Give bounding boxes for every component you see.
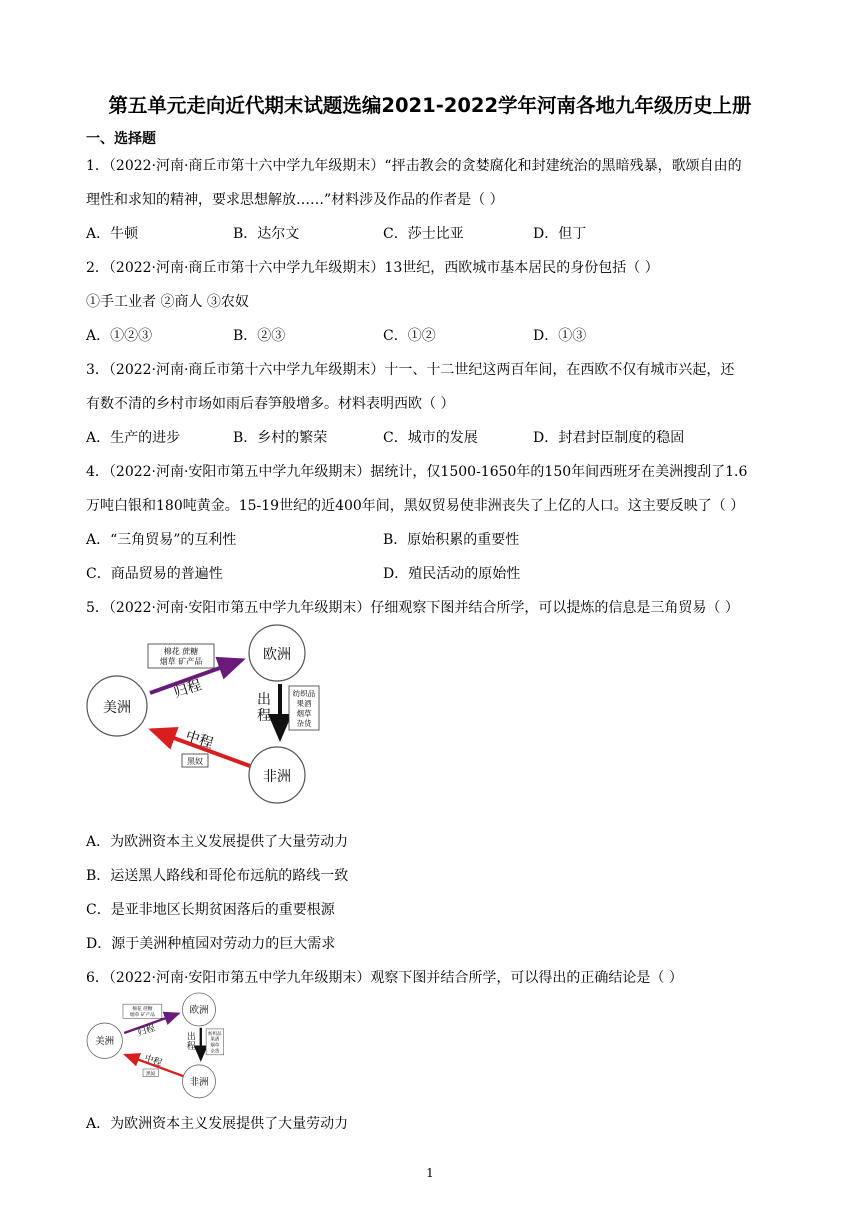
goods-to-africa-1: 纺织品 [208,1031,222,1037]
q1-option-d: D．但丁 [533,226,587,242]
q4-option-c: C．商品贸易的普遍性 [86,566,223,582]
americas-label: 美洲 [95,1036,115,1048]
q5-option-b: B．运送黑人路线和哥伦布远航的路线一致 [86,868,349,884]
middle-leg-label: 中程 [143,1053,164,1069]
triangular-trade-diagram-small [86,990,246,1102]
document-title: 第五单元走向近代期末试题选编2021-2022学年河南各地九年级历史上册 [108,94,752,117]
q3-option-d: D．封君封臣制度的稳固 [533,430,685,446]
q3-option-a: A．生产的进步 [86,430,181,446]
q3-option-c: C．城市的发展 [383,430,478,446]
q3-stem-line2: 有数不清的乡村市场如雨后春笋般增多。材料表明西欧（ ） [86,396,455,412]
q4-option-a: A．“三角贸易”的互利性 [86,532,237,548]
goods-to-africa-1: 纺织品 [292,689,316,698]
q1-stem-line1: 1．（2022·河南·商丘市第十六中学九年级期末）“抨击教会的贪婪腐化和封建统治的黑暗残暴，歌颂自由的 [86,158,742,174]
q4-option-b: B．原始积累的重要性 [383,532,520,548]
q6-option-a: A．为欧洲资本主义发展提供了大量劳动力 [86,1116,349,1132]
return-leg-label: 归程 [136,1023,157,1039]
q1-option-c: C．莎士比亚 [383,226,464,242]
q3-option-b: B．乡村的繁荣 [233,430,328,446]
americas-label: 美洲 [103,700,131,716]
goods-to-africa-2: 果酒 [210,1037,220,1043]
cargo-middle-label: 黑奴 [145,1071,156,1077]
goods-to-africa-4: 杂货 [296,719,312,728]
q4-option-d: D．殖民活动的原始性 [383,566,521,582]
middle-leg-label: 中程 [183,728,216,753]
section-heading: 一、选择题 [86,131,156,147]
cargo-middle-label: 黑奴 [187,757,203,766]
q5-option-a: A．为欧洲资本主义发展提供了大量劳动力 [86,834,349,850]
goods-to-europe-line1: 棉花 蔗糖 [132,1007,153,1013]
q1-option-a: A．牛顿 [86,226,139,242]
goods-to-africa-3: 烟草 [210,1043,220,1049]
q1-option-b: B．达尔文 [233,226,300,242]
q3-stem-line1: 3．（2022·河南·商丘市第十六中学九年级期末）十一、十二世纪这两百年间，在西欧不仅有城市兴起，还 [86,362,735,378]
outward-leg-label-2: 程 [257,708,271,724]
return-leg-label: 归程 [171,677,204,702]
outward-leg-label-1: 出 [186,1032,196,1043]
q2-stem-line2: ①手工业者 ②商人 ③农奴 [86,294,249,310]
q4-stem-line2: 万吨白银和180吨黄金。15-19世纪的近400年间，黑奴贸易使非洲丧失了上亿的人口。这主要反映了（ ） [86,498,745,514]
q2-option-d: D．①③ [533,328,587,344]
q2-option-c: C．①② [383,328,436,344]
page-number: 1 [426,1166,434,1180]
q5-stem-line1: 5．（2022·河南·安阳市第五中学九年级期末）仔细观察下图并结合所学，可以提炼的信息是三角贸易（ ） [86,600,739,616]
q6-stem-line1: 6．（2022·河南·安阳市第五中学九年级期末）观察下图并结合所学，可以得出的正确结论是（ ） [86,970,683,986]
goods-to-europe-line2: 烟草 矿产品 [129,1012,155,1018]
outward-leg-label-1: 出 [257,692,271,708]
q2-option-a: A．①②③ [86,328,153,344]
q4-stem-line1: 4．（2022·河南·安阳市第五中学九年级期末）据统计，仅1500-1650年的150年间西班牙在美洲搜刮了1.6 [86,464,748,480]
europe-label: 欧洲 [189,1004,209,1016]
goods-to-africa-2: 果酒 [296,699,312,708]
goods-to-europe-line1: 棉花 蔗糖 [163,647,199,656]
outward-leg-label-2: 程 [186,1041,196,1052]
europe-label: 欧洲 [263,647,291,663]
goods-to-africa-3: 烟草 [296,709,312,718]
q5-option-d: D．源于美洲种植园对劳动力的巨大需求 [86,936,336,952]
triangular-trade-diagram [86,620,356,810]
goods-to-europe-line2: 烟草 矿产品 [159,657,203,666]
q5-option-c: C．是亚非地区长期贫困落后的重要根源 [86,902,335,918]
goods-to-africa-4: 杂货 [210,1049,220,1055]
q2-stem-line1: 2．（2022·河南·商丘市第十六中学九年级期末）13世纪，西欧城市基本居民的身份包括（ ） [86,260,659,276]
q1-stem-line2: 理性和求知的精神，要求思想解放……”材料涉及作品的作者是（ ） [86,192,504,208]
q2-option-b: B．②③ [233,328,286,344]
africa-label: 非洲 [263,769,291,785]
africa-label: 非洲 [189,1076,209,1088]
